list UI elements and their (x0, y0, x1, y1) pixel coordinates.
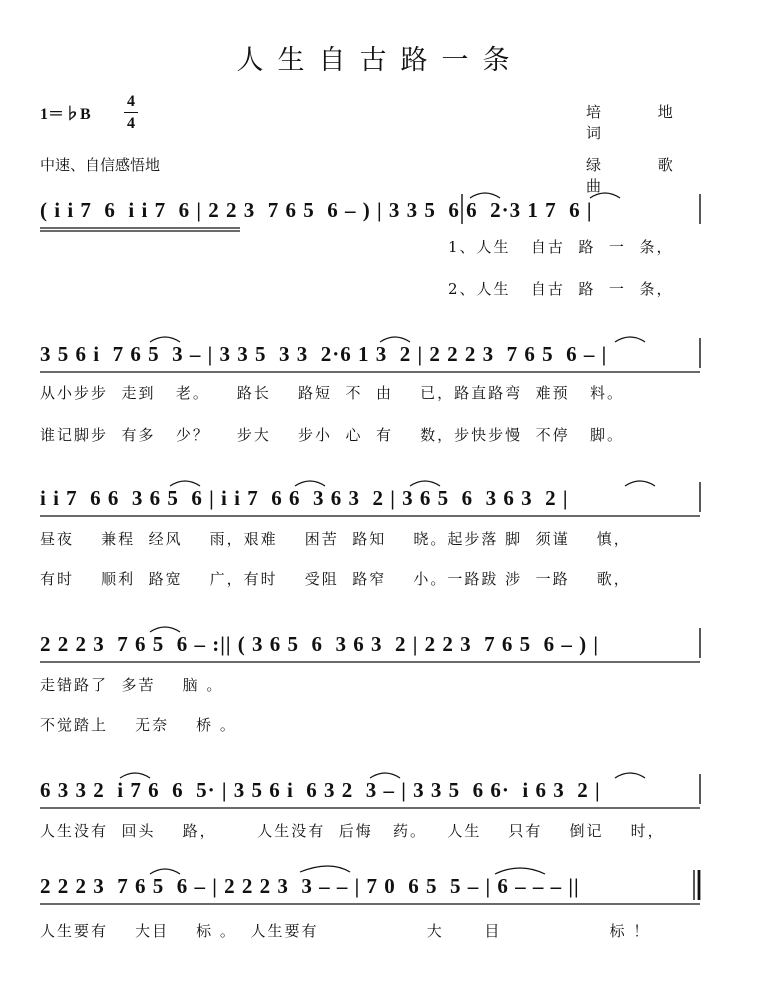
lyric-row-2-verse-2: 谁记脚步 有多 少？ 步大 步小 心 有 数，步快步慢 不停 脚。 (40, 426, 624, 444)
score-row-6 (0, 862, 760, 910)
lyric-row-3-verse-1: 昼夜 兼程 经风 雨，艰难 困苦 路知 晓。起步落 脚 须谨 慎， (40, 530, 631, 548)
score-row-4 (0, 620, 760, 668)
notes-row-1: ( i i 7 6 i i 7 6 | 2 2 3 7 6 5 6 – ) | 3 3 5 6 6 2·3 1 7 6 | (40, 198, 593, 222)
score-row-5 (0, 766, 760, 814)
tempo-marking: 中速、自信感悟地 (40, 156, 161, 174)
time-signature (124, 92, 138, 133)
lyricist-credit: 培 地 词 (586, 103, 699, 142)
time-signature-divider (124, 112, 138, 113)
notes-row-3: i i 7 6 6 3 6 5 6 | i i 7 6 6 3 6 3 2 | 3 6 5 6 3 6 3 2 | (40, 486, 569, 510)
lyric-row-1-verse-1: 1、人生 自古 路 一 条， (448, 238, 674, 256)
notes-row-6: 2 2 2 3 7 6 5 6 – | 2 2 2 3 3 – – | 7 0 6 5 5 – | 6 – – – || (40, 874, 580, 898)
lyric-row-2-verse-1: 从小步步 走到 老。 路长 路短 不 由 已，路直路弯 难预 料。 (40, 384, 624, 402)
score-row-1 (0, 186, 760, 234)
score-row-3 (0, 474, 760, 522)
score-row-2 (0, 330, 760, 378)
notes-row-4: 2 2 2 3 7 6 5 6 – :|| ( 3 6 5 6 3 6 3 2 | 2 2 3 7 6 5 6 – ) | (40, 632, 599, 656)
lyric-row-3-verse-2: 有时 顺利 路宽 广，有时 受阻 路窄 小。一路跋 涉 一路 歌， (40, 570, 631, 588)
key-signature: 1＝♭B (40, 106, 91, 123)
notes-row-5: 6 3 3 2 i 7 6 6 5· | 3 5 6 i 6 3 2 3 – | 3 3 5 6 6· i 6 3 2 | (40, 778, 601, 802)
lyric-row-6-verse-1: 人生要有 大目 标 。 人生要有 大 目 标 ！ (40, 922, 651, 940)
composer-credit: 绿 歌 曲 (586, 156, 699, 195)
lyric-row-5-verse-1: 人生没有 回头 路， 人生没有 后悔 药。 人生 只有 倒记 时， (40, 822, 665, 840)
notes-row-2: 3 5 6 i 7 6 5 3 – | 3 3 5 3 3 2·6 1 3 2 | 2 2 2 3 7 6 5 6 – | (40, 342, 608, 366)
song-title: 人生自古路一条 (236, 45, 524, 76)
time-signature-bottom: 4 (127, 115, 135, 132)
lyric-row-1-verse-2: 2、人生 自古 路 一 条， (448, 280, 674, 298)
lyric-row-4-verse-1: 走错路了 多苦 脑 。 (40, 676, 224, 694)
lyric-row-4-verse-2: 不觉踏上 无奈 桥 。 (40, 716, 237, 734)
time-signature-top: 4 (127, 93, 135, 110)
